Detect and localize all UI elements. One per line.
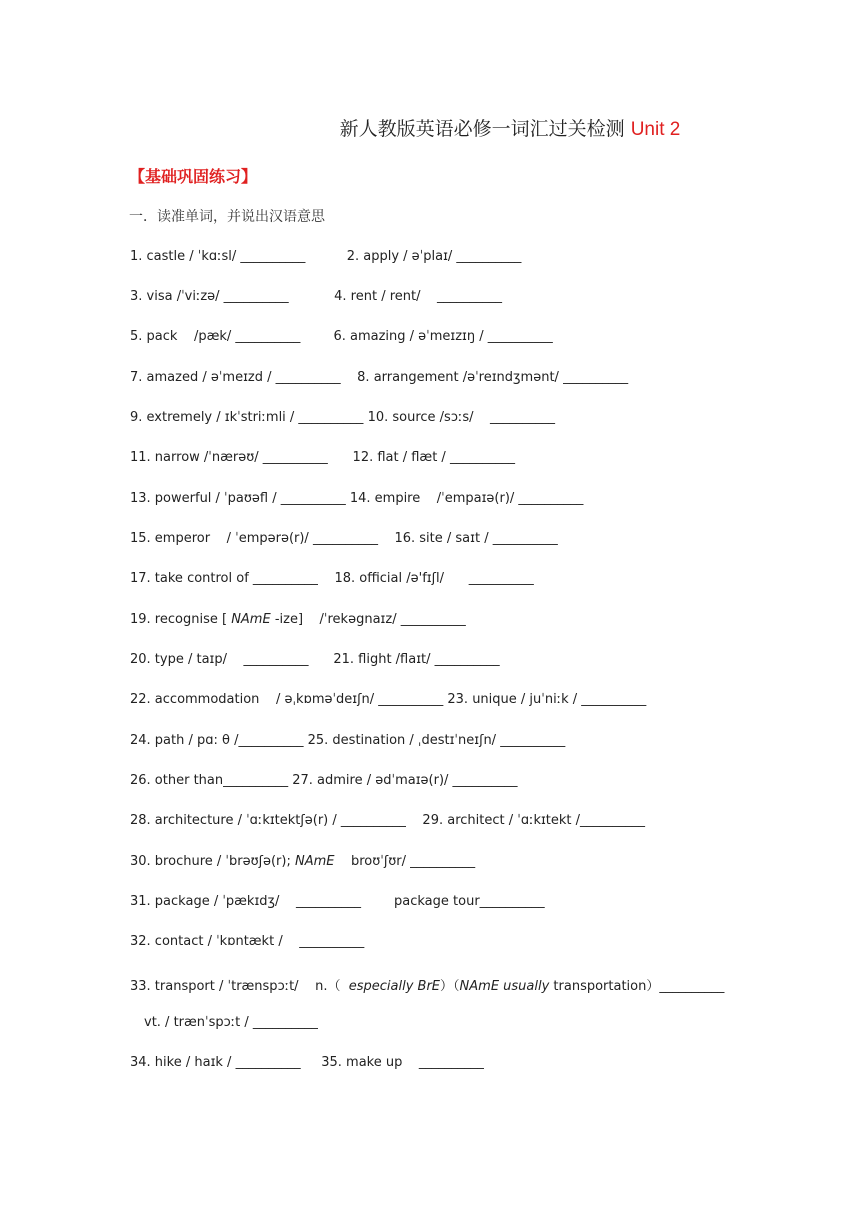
vocabulary-item [130, 652, 500, 667]
item-text: 31. package / ˈpækɪdʒ/ __________ package tour__________ [130, 894, 545, 909]
vocabulary-item [130, 329, 553, 344]
item-text: transportation）__________ [549, 979, 725, 994]
vocabulary-item [130, 612, 466, 627]
item-text: 28. architecture / ˈɑːkɪtektʃə(r) / __________ 29. architect / ˈɑːkɪtekt /__________ [130, 813, 646, 828]
item-text: 15. emperor / ˈempərə(r)/ __________ 16. site / saɪt / __________ [130, 531, 558, 546]
item-text: ）（ [440, 979, 460, 994]
italic-label: NAmE [294, 854, 335, 869]
item-text: 13. powerful / ˈpaʊəfl / __________ 14. empire /ˈempaɪə(r)/ __________ [130, 491, 584, 506]
item-text: 26. other than__________ 27. admire / ədˈmaɪə(r)/ __________ [130, 773, 518, 788]
vocabulary-item [130, 813, 645, 828]
item-text: 5. pack /pæk/ __________ 6. amazing / əˈmeɪzɪŋ / __________ [130, 329, 553, 344]
vocabulary-item [130, 1055, 484, 1070]
vocabulary-item [130, 410, 555, 425]
vocabulary-item [130, 934, 364, 949]
italic-label: NAmE usually [459, 979, 550, 994]
vocabulary-item [130, 491, 583, 506]
item-text: 3. visa /ˈviːzə/ __________ 4. rent / rent/ __________ [130, 289, 503, 304]
item-text: broʊˈʃʊr/ __________ [334, 854, 476, 869]
item-text: 1. castle / ˈkɑːsl/ __________ 2. apply / əˈplaɪ/ __________ [130, 249, 522, 264]
item-text: 11. narrow /ˈnærəʊ/ __________ 12. flat / flæt / __________ [130, 450, 515, 465]
title-unit: Unit 2 [630, 119, 681, 140]
italic-label: NAmE [231, 612, 271, 627]
item-text: 17. take control of __________ 18. official /ə'fɪʃl/ __________ [130, 571, 534, 586]
item-text: 32. contact / ˈkɒntækt / __________ [130, 934, 365, 949]
item-text: 22. accommodation / əˌkɒməˈdeɪʃn/ __________ 23. unique / juˈniːk / __________ [130, 692, 647, 707]
vocabulary-item [130, 975, 724, 994]
vocabulary-item [130, 249, 521, 264]
vocabulary-item [130, 894, 545, 909]
item-text: vt. / trænˈspɔːt / __________ [144, 1015, 318, 1030]
page-title [0, 114, 860, 141]
item-text: 30. brochure / ˈbrəʊʃə(r); [130, 854, 295, 869]
item-text: 24. path / pɑ: θ /__________ 25. destination / ˌdestɪˈneɪʃn/ __________ [130, 733, 566, 748]
vocabulary-item [130, 289, 502, 304]
item-text: 7. amazed / əˈmeɪzd / __________ 8. arrangement /əˈreɪndʒmənt/ __________ [130, 370, 629, 385]
vocabulary-item [130, 773, 518, 788]
vocabulary-item [130, 450, 515, 465]
vocabulary-item [130, 692, 646, 707]
item-text: 19. recognise [ [130, 612, 232, 627]
vocabulary-item [144, 1015, 318, 1030]
item-text: 33. transport / ˈtrænspɔːt/ n.（ [130, 979, 349, 994]
section-heading: 【基础巩固练习】 [129, 167, 258, 186]
item-text: -ize] /ˈrekəgnaɪz/ __________ [270, 612, 466, 627]
item-text: 9. extremely / ɪkˈstriːmli / __________ 10. source /sɔːs/ __________ [130, 410, 556, 425]
item-text: 34. hike / haɪk / __________ 35. make up __________ [130, 1055, 484, 1070]
vocabulary-item [130, 531, 558, 546]
vocabulary-item [130, 733, 565, 748]
vocabulary-item [130, 854, 475, 869]
vocabulary-item [130, 370, 628, 385]
item-text: 20. type / taɪp/ __________ 21. flight /flaɪt/ __________ [130, 652, 500, 667]
vocabulary-item [130, 571, 534, 586]
exercise-instruction: 一．读准单词，并说出汉语意思 [129, 209, 325, 225]
italic-label: especially BrE [348, 979, 441, 994]
title-main: 新人教版英语必修一词汇过关检测 [339, 118, 631, 140]
